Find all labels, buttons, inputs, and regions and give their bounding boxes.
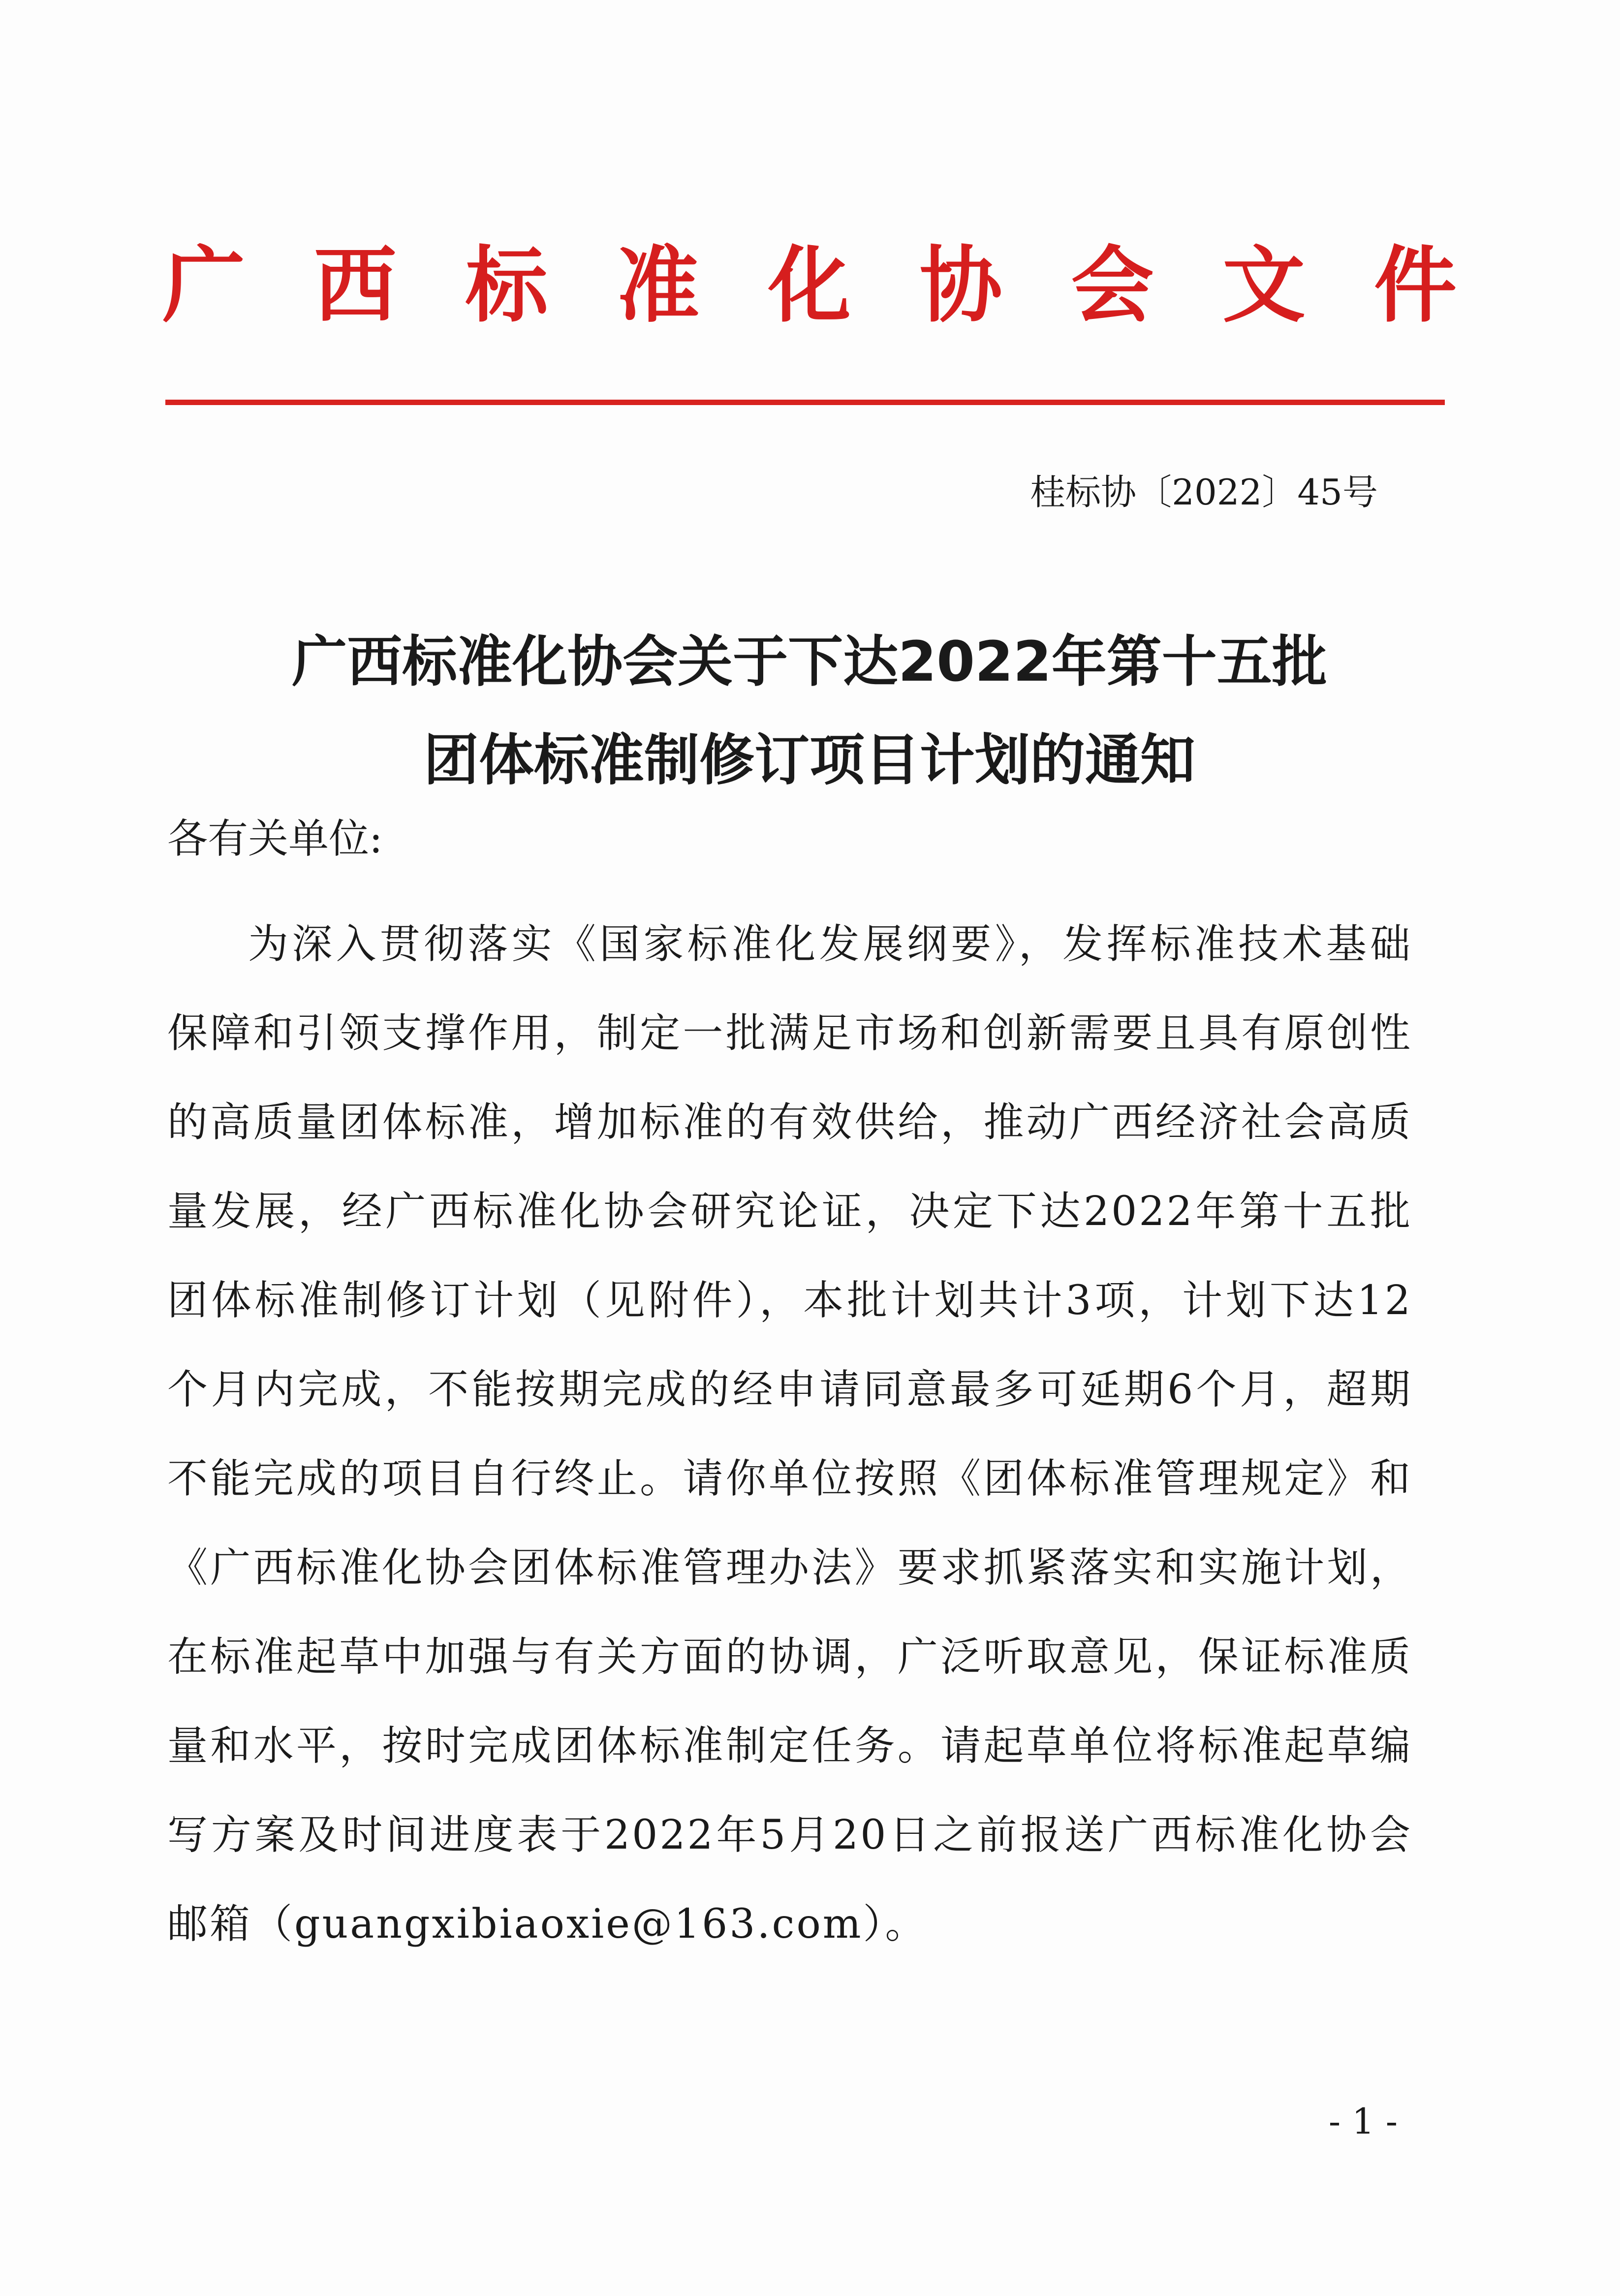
document-title-line-1: 广西标准化协会关于下达2022年第十五批 xyxy=(292,630,1327,694)
body-paragraph: 为深入贯彻落实《国家标准化发展纲要》，发挥标准技术基础保障和引领支撑作用，制定一批满足市场和创新需要且具有原创性的高质量团体标准，增加标准的有效供给，推动广西经济社会高质量发展，经广西标准化协会研究论证，决定下达2022年第十五批团体标准制修订计划（见附件），本批计划共计3项，计划下达12个月内完成，不能按期完成的经申请同意最多可延期6个月，超期不能完成的项目自行终止。请你单位按照《团体标准管理规定》和《广西标准化协会团体标准管理办法》要求抓紧落实和实施计划，在标准起草中加强与有关方面的协调，广泛听取意见，保证标准质量和水平，按时完成团体标准制定任务。请起草单位将标准起草编写方案及时间进度表于2022年5月20日之前报送广西标准化协会邮箱（guangxibiaoxie@163.com）。 xyxy=(167,921,1412,1948)
page-number: - 1 - xyxy=(1328,2101,1398,2142)
document-title xyxy=(162,613,1457,810)
document-title-line-2: 团体标准制修订项目计划的通知 xyxy=(424,728,1195,792)
red-divider-line xyxy=(165,400,1445,405)
document-number: 桂标协〔2022〕45号 xyxy=(1030,472,1378,513)
masthead-title: 广 西 标 准 化 协 会 文 件 xyxy=(162,237,1457,334)
salutation: 各有关单位: xyxy=(167,816,383,862)
